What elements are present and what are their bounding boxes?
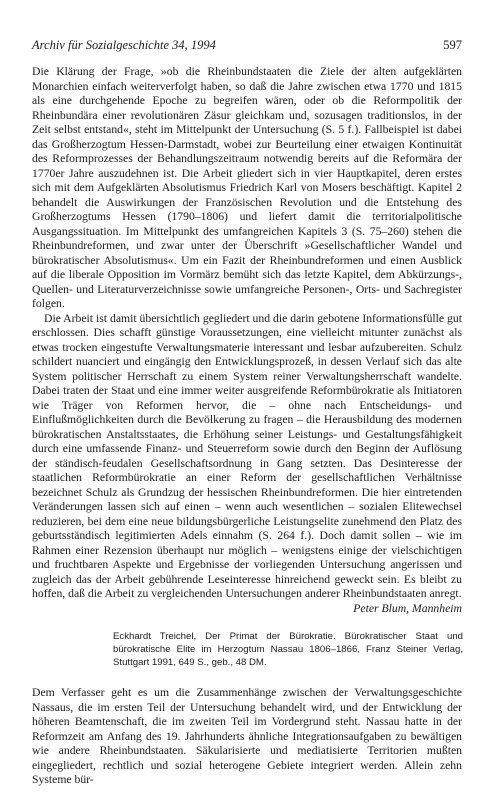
review-paragraph: Die Klärung der Frage, »ob die Rheinbundstaaten die Ziele der alten aufgeklärten Monarchien einfach weiterverfolgt haben, so daß die Jahre zwischen etwa 1770 und 1815 als eine durchgehende Epoche zu begreifen wären, oder ob die Reformpolitik der Rheinbundära einer revolutionären Zäsur gleichkam und, sozusagen traditionslos, in der Zeit selbst entstand«, steht im Mittelpunkt der Untersuchung (S. 5 f.). Fallbeispiel ist dabei das Großherzogtum Hessen-Darmstadt, wobei zur Beurteilung einer etwaigen Kontinuität des Reformprozesses der Behandlungszeitraum notwendig bereits auf die Reformära der 1770er Jahre auszudehnen ist. Die Arbeit gliedert sich in vier Hauptkapitel, deren erstes sich mit dem Aufgeklärten Absolutismus Friedrich Karl von Mosers beschäftigt. Kapitel 2 behandelt die Auswirkungen der Französischen Revolution und die Entstehung des Großherzogtums Hessen (1790–1806) und liefert damit die territorialpolitische Ausgangssituation. Im Mittelpunkt des umfangreichen Kapitels 3 (S. 75–260) stehen die Rheinbundreformen, und zwar unter der Überschrift »Gesellschaftlicher Wandel und bürokratischer Absolutismus«. Um ein Fazit der Rheinbundreformen und einen Ausblick auf die liberale Opposition im Vormärz bemüht sich das letzte Kapitel, dem Abkürzungs-, Quellen- und Literaturverzeichnisse sowie umfangreiche Personen-, Orts- und Sachregister folgen. xyxy=(32,65,462,310)
running-header xyxy=(32,38,462,53)
review-peter-blum xyxy=(32,65,462,616)
page-number: 597 xyxy=(443,38,462,52)
review-treichel xyxy=(32,686,462,788)
review-paragraph: Die Arbeit ist damit übersichtlich gegliedert und die darin gebotene Informationsfülle gut erschlossen. Dies schafft günstige Voraussetzungen, eine vielleicht mitunter zunächst als etwas trocken eingestufte Verwaltungsmaterie interessant und lesbar aufzubereiten. Schulz schildert nuanciert und eingängig den Entwicklungsprozeß, in dessen Verlauf sich das alte System politischer Herrschaft zu einem System reiner Verwaltungsherrschaft wandelte. Dabei traten der Staat und eine immer weiter ausgreifende Reformbürokratie als Initiatoren wie Träger von Reformen hervor, die – ohne nach Entscheidungs- und Einflußmöglichkeiten durch die Bevölkerung zu fragen – die Herausbildung des modernen bürokratischen Anstaltsstaates, die Erhöhung seiner Leistungs- und Gestaltungsfähigkeit durch eine umfassende Finanz- und Steuerreform sowie durch den Beginn der Auflösung der ständisch-feudalen Gesellschaftsordnung in Gang setzten. Das Desinteresse der staatlichen Reformbürokratie an einer Reform der gesellschaftlichen Verhältnisse bezeichnet Schulz als Grundzug der hessischen Rheinbundreformen. Die hier eintretenden Veränderungen lassen sich auf einen – wenn auch wesentlichen – sozialen Elitewechsel reduzieren, bei dem eine neue bildungsbürgerliche Leistungselite zunehmend den Platz des geburtsständisch legitimierten Adels einnahm (S. 264 f.). Doch damit sollen – wie im Rahmen einer Rezension überhaupt nur möglich – wenigstens einige der vielschichtigen und fruchtbaren Aspekte und Ergebnisse der vorliegenden Untersuchung angerissen und zugleich das der Arbeit gebührende Leseinteresse hinreichend geweckt sein. Es bleibt zu hoffen, daß die Arbeit zu vergleichenden Untersuchungen anderer Rheinbundstaaten anregt. xyxy=(32,311,462,600)
journal-title: Archiv für Sozialgeschichte 34, 1994 xyxy=(32,38,216,52)
reviewer-signature: Peter Blum, Mannheim xyxy=(353,601,462,615)
review-paragraph: Dem Verfasser geht es um die Zusammenhänge zwischen der Verwaltungsgeschichte Nassaus, die im ersten Teil der Untersuchung behandelt wird, und der Entwicklung der höheren Beamtenschaft, die im zweiten Teil im Vordergrund steht. Nassau hatte in der Reformzeit am Anfang des 19. Jahrhunderts ähnliche Integrationsaufgaben zu bewältigen wie andere Rheinbundstaaten. Säkularisierte und mediatisierte Territorien mußten eingegliedert, rechtlich und sozial heterogene Gebiete integriert werden. Allein zehn Systeme bür- xyxy=(32,686,462,786)
book-citation: Eckhardt Treichel, Der Primat der Bürokratie. Bürokratischer Staat und bürokratische Elite im Herzogtum Nassau 1806–1866, Franz Steiner Verlag, Stuttgart 1991, 649 S., geb., 48 DM. xyxy=(113,631,463,668)
